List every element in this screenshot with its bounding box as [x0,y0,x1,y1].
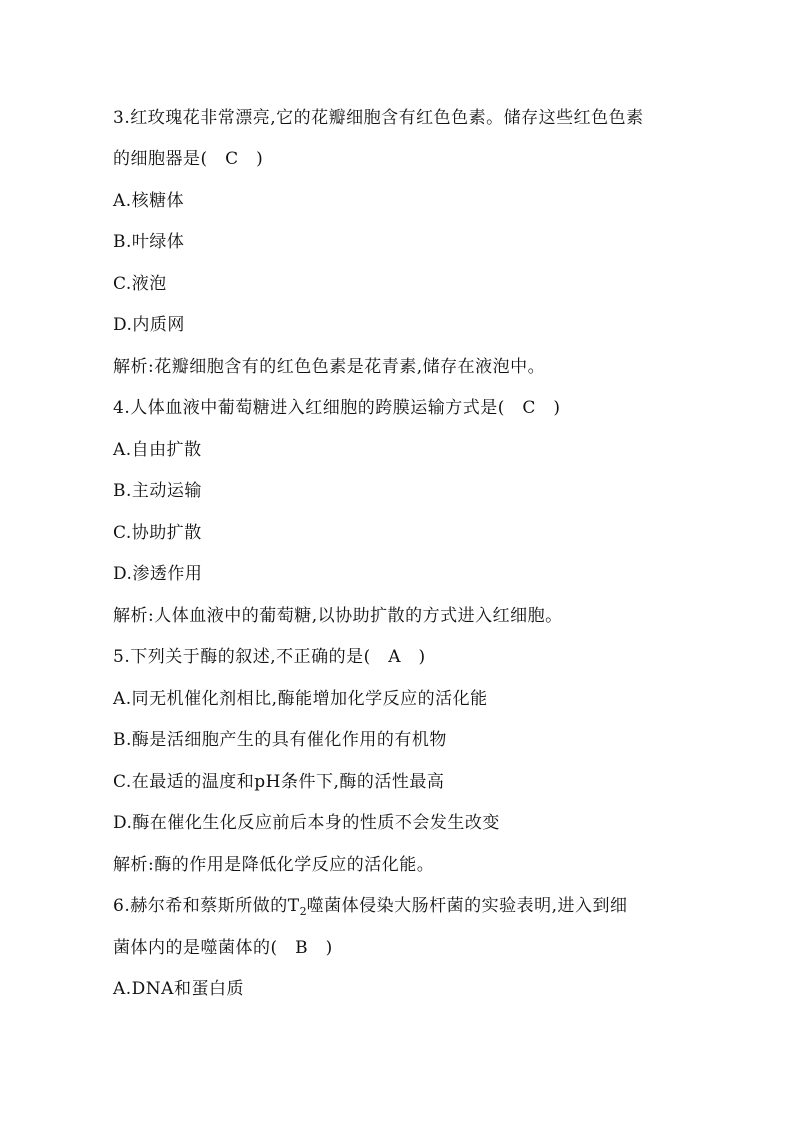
question-5-analysis: 解析:酶的作用是降低化学反应的活化能。 [113,855,435,875]
question-3-option-b: B.叶绿体 [113,232,185,252]
question-4-option-c: C.协助扩散 [113,523,202,543]
question-6-stem-line-1 [113,894,627,924]
question-6-t-symbol: T [287,896,300,916]
question-3-analysis: 解析:花瓣细胞含有的红色色素是花青素,储存在液泡中。 [113,357,546,377]
question-5-option-c: C.在最适的温度和pH条件下,酶的活性最高 [113,772,445,792]
question-4-stem-line-1: 4.人体血液中葡萄糖进入红细胞的跨膜运输方式是( C ) [113,398,561,418]
question-3-option-d: D.内质网 [113,315,185,335]
question-6-stem-part-a: 6.赫尔希和蔡斯所做的 [113,896,288,916]
question-4-option-b: B.主动运输 [113,481,202,501]
question-6-stem-part-b: 噬菌体侵染大肠杆菌的实验表明,进入到细 [306,896,628,916]
question-4-option-d: D.渗透作用 [113,564,203,584]
question-5-stem-line-1: 5.下列关于酶的叙述,不正确的是( A ) [113,647,426,667]
question-6-stem-line-2: 菌体内的是噬菌体的( B ) [113,938,333,958]
question-4-analysis: 解析:人体血液中的葡萄糖,以协助扩散的方式进入红细胞。 [113,606,563,626]
question-5-option-b: B.酶是活细胞产生的具有催化作用的有机物 [113,730,447,750]
question-3-option-c: C.液泡 [113,274,167,294]
question-6-t-subscript: 2 [299,905,307,918]
question-6-option-a: A.DNA和蛋白质 [113,979,244,999]
question-3-option-a: A.核糖体 [113,191,185,211]
question-4-option-a: A.自由扩散 [113,440,202,460]
question-5-option-a: A.同无机催化剂相比,酶能增加化学反应的活化能 [113,689,488,709]
question-5-option-d: D.酶在催化生化反应前后本身的性质不会发生改变 [113,813,500,833]
question-3-stem-line-1: 3.红玫瑰花非常漂亮,它的花瓣细胞含有红色色素。储存这些红色色素 [113,108,644,128]
question-3-stem-line-2: 的细胞器是( C ) [113,149,264,169]
